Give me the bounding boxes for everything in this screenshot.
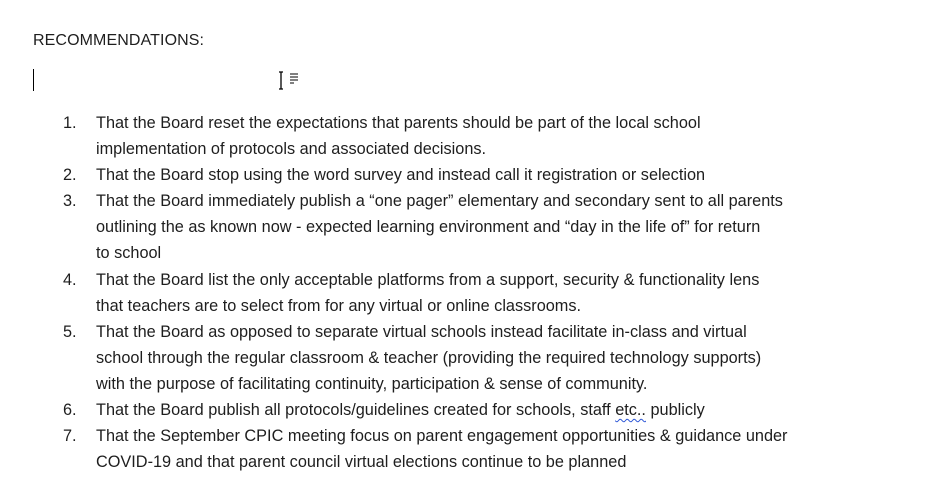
- recommendation-text-line: That the Board as opposed to separate virtual schools instead facilitate in-class and virtual: [96, 322, 747, 341]
- recommendation-text-line: school through the regular classroom & teacher (providing the required technology supports): [96, 348, 762, 367]
- recommendation-text-segment: That the Board publish all protocols/guidelines created for schools, staff: [96, 401, 616, 420]
- recommendation-text-line: That the Board stop using the word survey and instead call it registration or selection: [96, 166, 706, 185]
- ibeam-cursor-icon: [277, 70, 303, 92]
- recommendation-2[interactable]: [0, 162, 936, 188]
- recommendation-3[interactable]: [0, 188, 936, 266]
- list-number: 7.: [63, 427, 77, 446]
- recommendation-text-line: with the purpose of facilitating continuity, participation & sense of community.: [96, 374, 648, 393]
- list-number: 5.: [63, 322, 77, 341]
- recommendation-text-line: That the Board reset the expectations that parents should be part of the local school: [96, 114, 701, 132]
- recommendation-6[interactable]: [0, 397, 936, 423]
- recommendation-text-segment: publicly: [645, 401, 705, 420]
- recommendation-4[interactable]: [0, 267, 936, 319]
- recommendation-text-line: to school: [96, 244, 162, 263]
- list-number: 6.: [63, 401, 77, 420]
- recommendation-text-line: That the Board immediately publish a “one pager” elementary and secondary sent to all parents: [96, 192, 783, 211]
- list-number: 4.: [63, 270, 77, 289]
- recommendation-text-line: implementation of protocols and associated decisions.: [96, 140, 487, 159]
- recommendation-5[interactable]: [0, 319, 936, 397]
- recommendation-7[interactable]: [0, 423, 936, 475]
- text-insertion-caret: [33, 69, 34, 91]
- list-number: 2.: [63, 166, 77, 185]
- list-number: 3.: [63, 192, 77, 211]
- recommendations-heading: RECOMMENDATIONS:: [33, 32, 205, 49]
- list-number: 1.: [63, 114, 77, 132]
- recommendation-text-line: That the Board list the only acceptable platforms from a support, security & functionality lens: [96, 270, 760, 289]
- recommendations-list: [0, 110, 936, 475]
- recommendation-text-line: outlining the as known now - expected learning environment and “day in the life of” for return: [96, 218, 761, 237]
- spellcheck-flagged-word[interactable]: etc..: [615, 401, 646, 420]
- recommendation-text-line: That the September CPIC meeting focus on parent engagement opportunities & guidance under: [96, 427, 788, 446]
- recommendation-text-line: COVID-19 and that parent council virtual elections continue to be planned: [96, 453, 627, 472]
- recommendation-text-line: that teachers are to select from for any virtual or online classrooms.: [96, 296, 582, 315]
- recommendation-text-line: [96, 397, 896, 423]
- recommendation-1[interactable]: [0, 110, 936, 162]
